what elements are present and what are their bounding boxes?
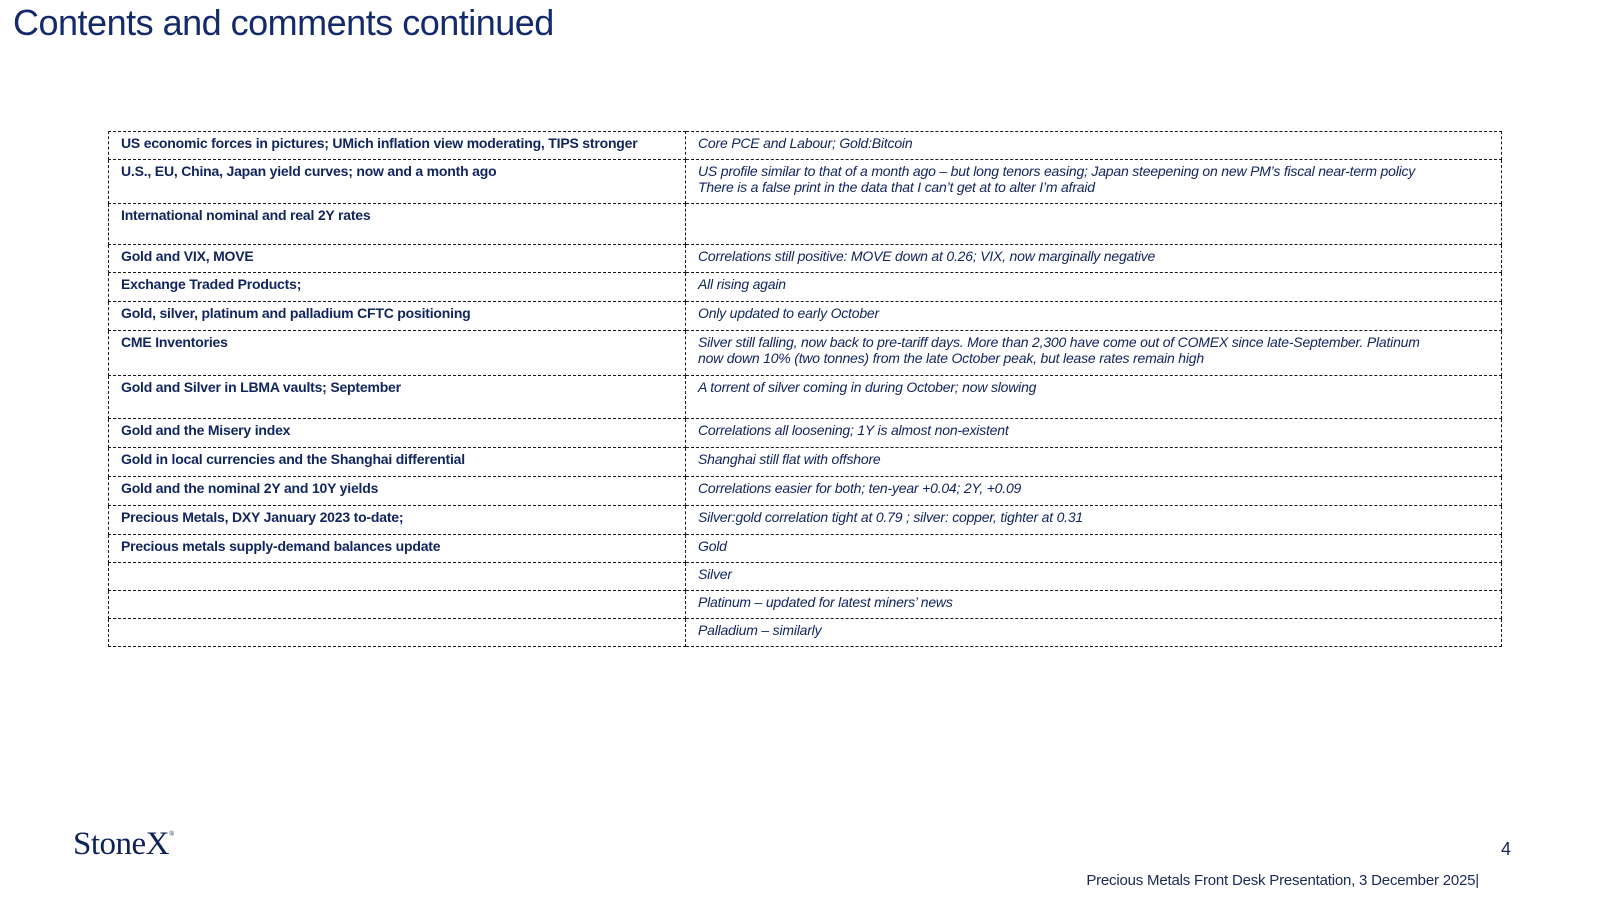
- topic-cell: Gold and Silver in LBMA vaults; September: [109, 376, 686, 419]
- comment-line: Only updated to early October: [698, 305, 879, 321]
- comment-line: now down 10% (two tonnes) from the late October peak, but lease rates remain high: [698, 350, 1204, 366]
- comment-cell: [686, 204, 1502, 245]
- topic-cell: [109, 563, 686, 591]
- table-row: [109, 477, 1502, 506]
- comment-cell: [686, 477, 1502, 506]
- comment-line: Correlations all loosening; 1Y is almost non-existent: [698, 422, 1009, 438]
- table-row: [109, 376, 1502, 419]
- table-row: [109, 448, 1502, 477]
- comment-line: Silver: [698, 566, 732, 582]
- comment-cell: [686, 160, 1502, 204]
- comment-line: Core PCE and Labour; Gold:Bitcoin: [698, 135, 913, 151]
- table-row: [109, 419, 1502, 448]
- table-row: [109, 245, 1502, 273]
- topic-cell: [109, 619, 686, 647]
- comment-cell: [686, 245, 1502, 273]
- comment-line: Correlations easier for both; ten-year +0.04; 2Y, +0.09: [698, 480, 1022, 496]
- comment-cell: [686, 273, 1502, 302]
- topic-cell: Gold and the nominal 2Y and 10Y yields: [109, 477, 686, 506]
- comment-cell: [686, 563, 1502, 591]
- comment-line: Palladium – similarly: [698, 622, 822, 638]
- topic-cell: Gold in local currencies and the Shanghai differential: [109, 448, 686, 477]
- presentation-footer: Precious Metals Front Desk Presentation, 3 December 2025|: [1086, 872, 1479, 889]
- page-number: 4: [1501, 839, 1512, 859]
- page-title: Contents and comments continued: [13, 2, 554, 43]
- comment-cell: [686, 302, 1502, 331]
- comment-cell: [686, 132, 1502, 160]
- table-row: [109, 273, 1502, 302]
- comment-line: A torrent of silver coming in during October; now slowing: [698, 379, 1037, 395]
- registered-mark: ®: [169, 830, 174, 838]
- contents-table-body: [109, 132, 1502, 647]
- comment-line: All rising again: [698, 276, 786, 292]
- topic-cell: US economic forces in pictures; UMich inflation view moderating, TIPS stronger: [109, 132, 686, 160]
- table-row: [109, 563, 1502, 591]
- contents-table: [108, 131, 1502, 647]
- table-row: [109, 591, 1502, 619]
- table-row: [109, 132, 1502, 160]
- comment-line: Platinum – updated for latest miners’ news: [698, 594, 953, 610]
- topic-cell: Precious Metals, DXY January 2023 to-date;: [109, 506, 686, 535]
- table-row: [109, 535, 1502, 563]
- topic-cell: International nominal and real 2Y rates: [109, 204, 686, 245]
- comment-cell: [686, 419, 1502, 448]
- comment-cell: [686, 535, 1502, 563]
- comment-line: Silver:gold correlation tight at 0.79 ; silver: copper, tighter at 0.31: [698, 509, 1084, 525]
- comment-line: Shanghai still flat with offshore: [698, 451, 881, 467]
- comment-cell: [686, 506, 1502, 535]
- stonex-logo: [73, 826, 174, 863]
- comment-cell: [686, 376, 1502, 419]
- topic-cell: Gold and the Misery index: [109, 419, 686, 448]
- topic-cell: Gold and VIX, MOVE: [109, 245, 686, 273]
- comment-cell: [686, 591, 1502, 619]
- topic-cell: Precious metals supply-demand balances update: [109, 535, 686, 563]
- comment-cell: [686, 619, 1502, 647]
- comment-cell: [686, 448, 1502, 477]
- topic-cell: U.S., EU, China, Japan yield curves; now and a month ago: [109, 160, 686, 204]
- comment-line: Gold: [698, 538, 727, 554]
- topic-cell: Gold, silver, platinum and palladium CFTC positioning: [109, 302, 686, 331]
- comment-line: Correlations still positive: MOVE down at 0.26; VIX, now marginally negative: [698, 248, 1156, 264]
- table-row: [109, 160, 1502, 204]
- table-row: [109, 204, 1502, 245]
- table-row: [109, 506, 1502, 535]
- topic-cell: [109, 591, 686, 619]
- logo-wordmark: StoneX: [73, 826, 169, 862]
- table-row: [109, 619, 1502, 647]
- topic-cell: CME Inventories: [109, 331, 686, 376]
- table-row: [109, 331, 1502, 376]
- comment-line: There is a false print in the data that I can’t get at to alter I’m afraid: [698, 179, 1095, 195]
- comment-line: Silver still falling, now back to pre-tariff days. More than 2,300 have come out of COMEX since late-September. Platinum: [698, 334, 1420, 350]
- topic-cell: Exchange Traded Products;: [109, 273, 686, 302]
- comment-cell: [686, 331, 1502, 376]
- comment-line: US profile similar to that of a month ago – but long tenors easing; Japan steepening on new PM’s fiscal near-term policy: [698, 163, 1416, 179]
- table-row: [109, 302, 1502, 331]
